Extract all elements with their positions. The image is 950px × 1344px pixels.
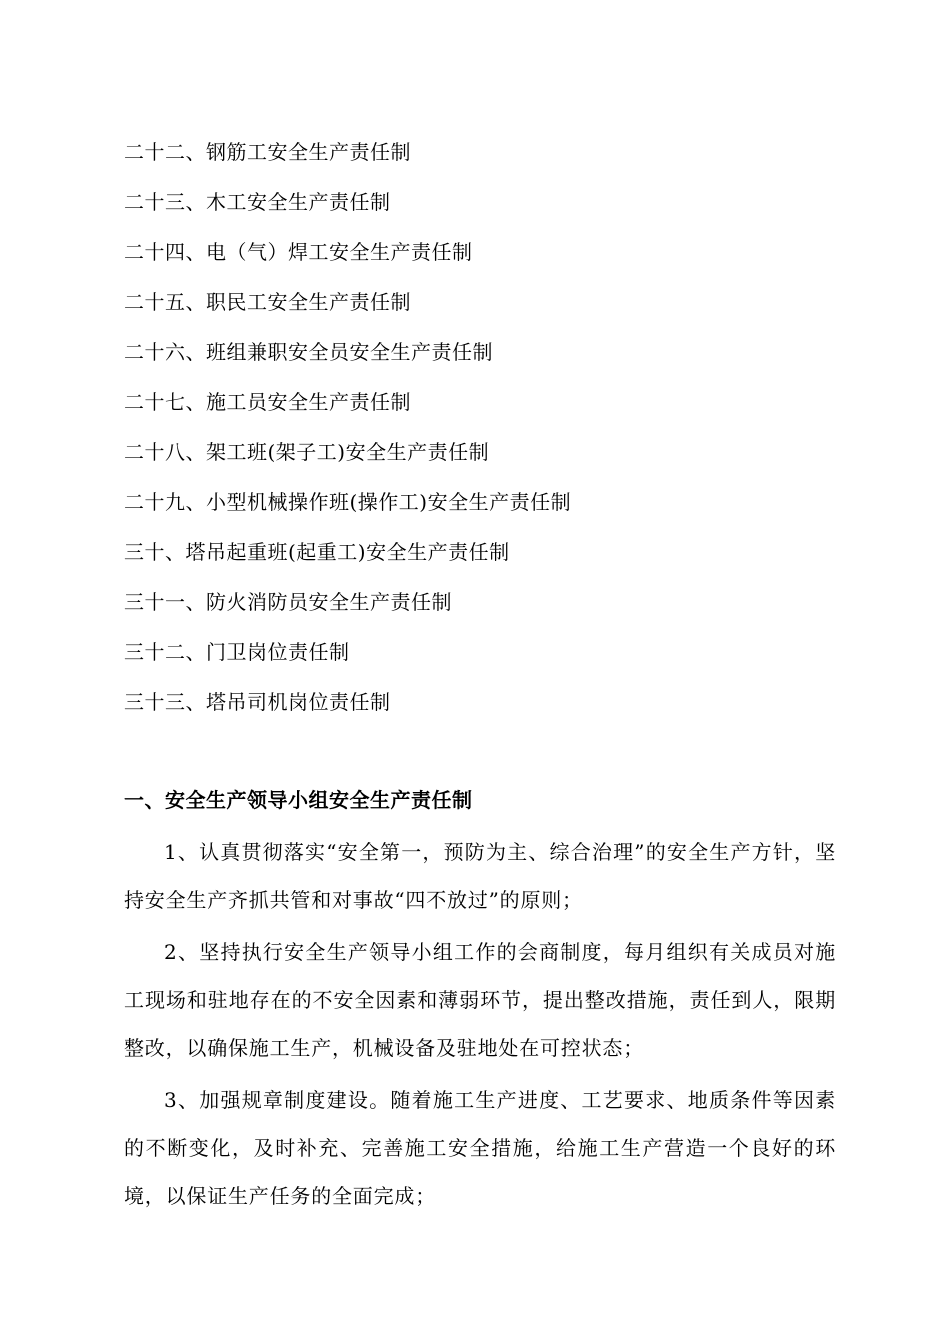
- toc-item: 二十八、架工班(架子工)安全生产责任制: [124, 440, 490, 464]
- paragraph: 2、坚持执行安全生产领导小组工作的会商制度，每月组织有关成员对施工现场和驻地存在的不安全因素和薄弱环节，提出整改措施，责任到人，限期整改，以确保施工生产，机械设备及驻地处在可控状态；: [124, 940, 836, 1060]
- toc-item: 二十九、小型机械操作班(操作工)安全生产责任制: [124, 490, 572, 514]
- toc-item: 二十五、职民工安全生产责任制: [124, 290, 411, 314]
- paragraph: 1、认真贯彻落实“安全第一，预防为主、综合治理”的安全生产方针，坚持安全生产齐抓共管和对事故“四不放过”的原则；: [124, 840, 836, 912]
- toc-item: 三十三、塔吊司机岗位责任制: [124, 690, 391, 714]
- toc-item: 三十、塔吊起重班(起重工)安全生产责任制: [124, 540, 510, 564]
- section-leadership-group: [124, 780, 836, 1220]
- paragraph: 3、加强规章制度建设。随着施工生产进度、工艺要求、地质条件等因素的不断变化，及时补充、完善施工安全措施，给施工生产营造一个良好的环境，以保证生产任务的全面完成；: [124, 1088, 836, 1208]
- toc-item: 二十二、钢筋工安全生产责任制: [124, 140, 411, 164]
- toc-item: 二十七、施工员安全生产责任制: [124, 390, 411, 414]
- toc-item: 二十四、电（气）焊工安全生产责任制: [124, 240, 473, 264]
- section-title: 一、安全生产领导小组安全生产责任制: [124, 788, 473, 812]
- toc-item: 二十三、木工安全生产责任制: [124, 190, 391, 214]
- toc-item: 二十六、班组兼职安全员安全生产责任制: [124, 340, 493, 364]
- toc-item: 三十二、门卫岗位责任制: [124, 640, 350, 664]
- toc-item: 三十一、防火消防员安全生产责任制: [124, 590, 452, 614]
- toc-list: [124, 134, 844, 734]
